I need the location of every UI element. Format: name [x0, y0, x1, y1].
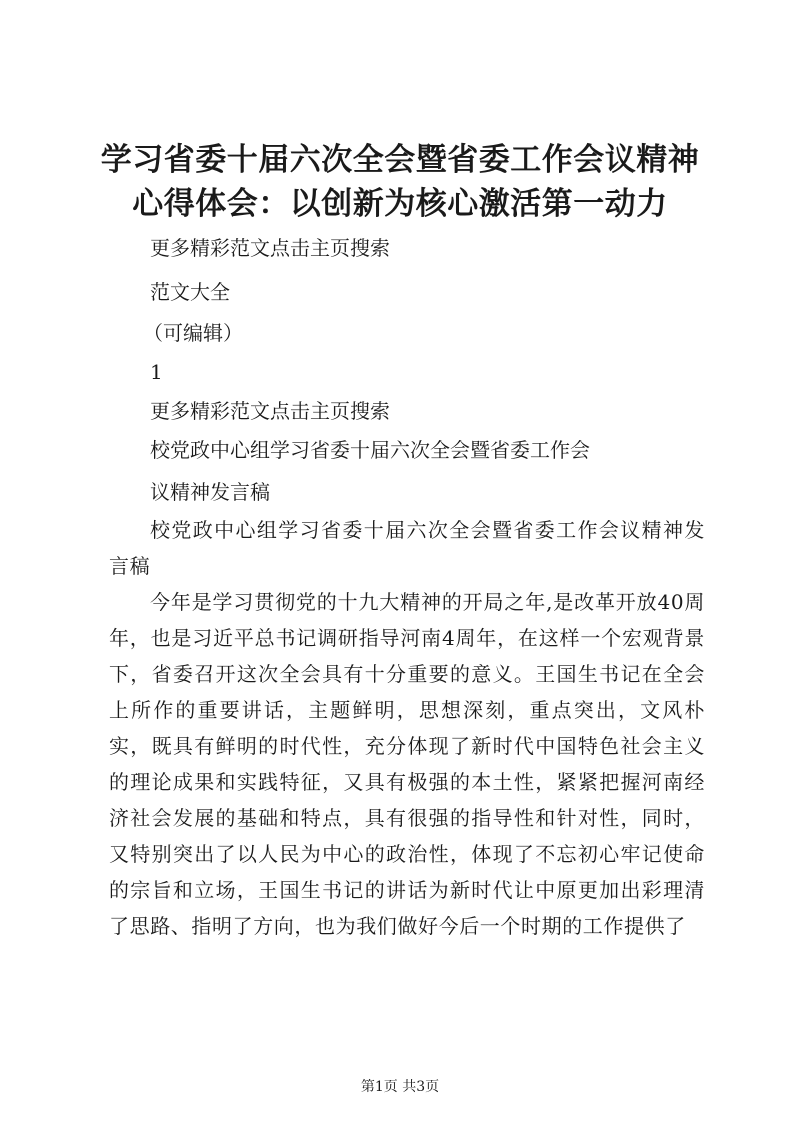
text-line-more-essays: 更多精彩范文点击主页搜索 [150, 236, 390, 260]
paragraph-heading: 校党政中心组学习省委十届六次全会暨省委工作会议精神发言稿 [109, 518, 705, 578]
text-line-essay-collection: 范文大全 [150, 280, 230, 304]
page-footer: 第1页 共3页 [360, 1079, 440, 1095]
text-line-heading-part2: 议精神发言稿 [150, 480, 270, 504]
text-line-editable: （可编辑） [143, 321, 243, 345]
document-title: 学习省委十届六次全会暨省委工作会议精神心得体会：以创新为核心激活第一动力 [100, 142, 700, 222]
text-line-page-number: 1 [150, 360, 163, 384]
text-line-more-essays-repeat: 更多精彩范文点击主页搜索 [150, 399, 390, 423]
text-line-heading-part1: 校党政中心组学习省委十届六次全会暨省委工作会 [150, 438, 590, 462]
paragraph-body: 今年是学习贯彻党的十九大精神的开局之年,是改革开放40周年，也是习近平总书记调研指导河南4周年，在这样一个宏观背景下，省委召开这次全会具有十分重要的意义。王国生书记在全会上所作的重要讲话，主题鲜明，思想深刻，重点突出，文风朴实，既具有鲜明的时代性，充分体现了新时代中国特色社会主义的理论成果和实践特征，又具有极强的本土性，紧紧把握河南经济社会发展的基础和特点，具有很强的指导性和针对性，同时，又特别突出了以人民为中心的政治性，体现了不忘初心牢记使命的宗旨和立场，王国生书记的讲话为新时代让中原更加出彩理清了思路、指明了方向，也为我们做好今后一个时期的工作提供了 [109, 590, 705, 938]
